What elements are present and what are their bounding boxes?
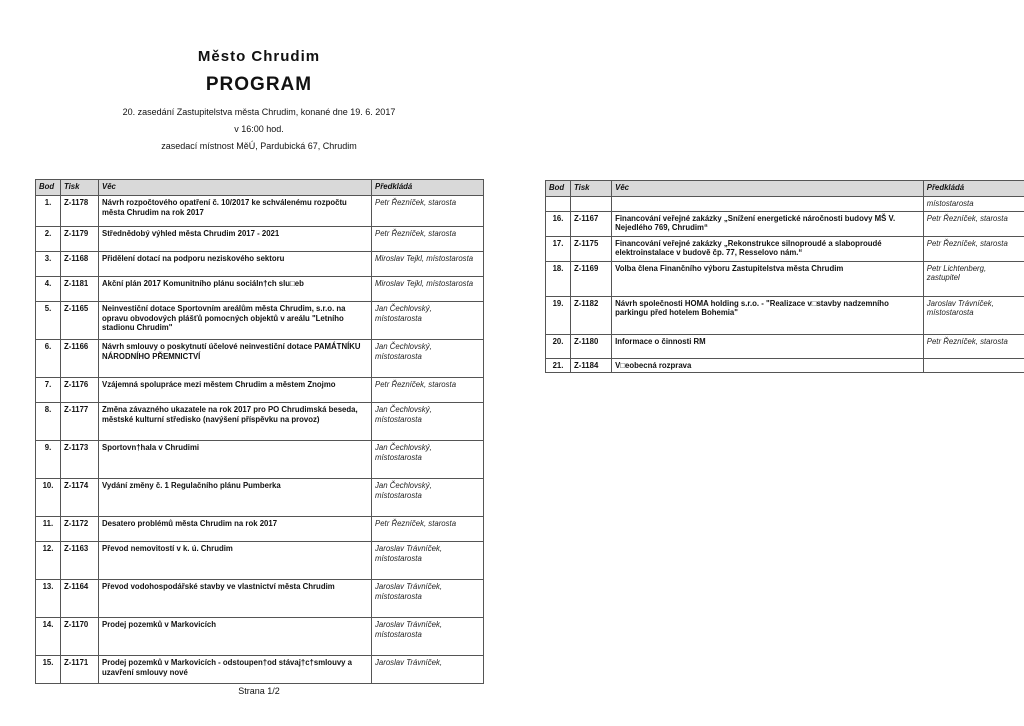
row-predklada: Miroslav Tejkl, místostarosta <box>372 252 484 277</box>
table-row <box>36 378 484 403</box>
table-row <box>546 236 1024 261</box>
col-predklada: Předkládá <box>923 181 1024 197</box>
agenda-table-right <box>545 180 1024 373</box>
row-vec: Neinvestiční dotace Sportovním areálům města Chrudim, s.r.o. na opravu obvodových plášťů pomocných objektů v areálu "Letního stadionu Chrudim" <box>99 302 372 340</box>
table-row <box>36 252 484 277</box>
program-heading: PROGRAM <box>205 74 313 95</box>
time-line: v 16:00 hod. <box>234 124 284 134</box>
row-bod: 20. <box>546 334 571 358</box>
row-tisk: Z-1180 <box>571 334 612 358</box>
row-bod: 6. <box>36 340 61 378</box>
row-predklada: Petr Řezníček, starosta <box>372 196 484 227</box>
row-predklada: Jaroslav Trávníček, místostarosta <box>372 618 484 656</box>
row-tisk: Z-1166 <box>61 340 99 378</box>
col-tisk: Tisk <box>61 180 99 196</box>
row-bod: 17. <box>546 236 571 261</box>
row-bod: 8. <box>36 403 61 441</box>
row-bod: 15. <box>36 656 61 684</box>
table-row <box>546 296 1024 334</box>
row-vec: Vydání změny č. 1 Regulačního plánu Pumberka <box>99 479 372 517</box>
row-predklada: Jan Čechlovský, místostarosta <box>372 302 484 340</box>
col-bod: Bod <box>36 180 61 196</box>
row-vec: Přidělení dotací na podporu neziskového sektoru <box>99 252 372 277</box>
row-predklada: Petr Řezníček, starosta <box>923 236 1024 261</box>
row-tisk: Z-1172 <box>61 517 99 542</box>
col-bod: Bod <box>546 181 571 197</box>
row-vec: Návrh společnosti HOMA holding s.r.o. - "Realizace v□stavby nadzemního parkingu před hotelem Bohemia" <box>612 296 924 334</box>
col-vec: Věc <box>612 181 924 197</box>
row-bod: 3. <box>36 252 61 277</box>
row-predklada: Jan Čechlovský, místostarosta <box>372 403 484 441</box>
table-row <box>36 277 484 302</box>
row-bod: 1. <box>36 196 61 227</box>
row-predklada: Petr Lichtenberg, zastupitel <box>923 261 1024 296</box>
row-tisk: Z-1181 <box>61 277 99 302</box>
row-vec: Akční plán 2017 Komunitního plánu sociáln†ch slu□eb <box>99 277 372 302</box>
row-vec: Prodej pozemků v Markovicích <box>99 618 372 656</box>
row-vec: Návrh smlouvy o poskytnutí účelové neinvestiční dotace PAMÁTNÍKU NÁRODNÍHO PŘEMNICTVÍ <box>99 340 372 378</box>
row-predklada: Jaroslav Trávníček, <box>372 656 484 684</box>
table-row <box>36 517 484 542</box>
row-vec: Desatero problémů města Chrudim na rok 2017 <box>99 517 372 542</box>
place-line: zasedací místnost MěÚ, Pardubická 67, Chrudim <box>161 141 357 151</box>
table-row <box>36 196 484 227</box>
row-tisk: Z-1177 <box>61 403 99 441</box>
row-predklada: Jan Čechlovský, místostarosta <box>372 340 484 378</box>
page-number: Strana 1/2 <box>238 686 280 696</box>
row-bod: 14. <box>36 618 61 656</box>
row-tisk: Z-1164 <box>61 580 99 618</box>
row-vec: V□eobecná rozprava <box>612 358 924 373</box>
row-predklada: Petr Řezníček, starosta <box>923 211 1024 236</box>
row-vec <box>612 197 924 212</box>
col-tisk: Tisk <box>571 181 612 197</box>
row-vec: Změna závazného ukazatele na rok 2017 pro PO Chrudimská beseda, městské kulturní středisko (navýšení příspěvku na provoz) <box>99 403 372 441</box>
col-vec: Věc <box>99 180 372 196</box>
table-row <box>36 441 484 479</box>
meeting-line: 20. zasedání Zastupitelstva města Chrudim, konané dne 19. 6. 2017 <box>122 107 396 117</box>
row-vec: Návrh rozpočtového opatření č. 10/2017 ke schválenému rozpočtu města Chrudim na rok 2017 <box>99 196 372 227</box>
table-row <box>36 340 484 378</box>
row-tisk: Z-1178 <box>61 196 99 227</box>
row-predklada: Jaroslav Trávníček, místostarosta <box>372 542 484 580</box>
row-vec: Vzájemná spolupráce mezi městem Chrudim a městem Znojmo <box>99 378 372 403</box>
row-tisk: Z-1173 <box>61 441 99 479</box>
row-vec: Střednědobý výhled města Chrudim 2017 - 2021 <box>99 227 372 252</box>
row-vec: Sportovn†hala v Chrudimi <box>99 441 372 479</box>
row-vec: Převod vodohospodářské stavby ve vlastnictví města Chrudim <box>99 580 372 618</box>
row-predklada: Petr Řezníček, starosta <box>372 227 484 252</box>
row-bod: 10. <box>36 479 61 517</box>
row-bod: 5. <box>36 302 61 340</box>
row-vec: Prodej pozemků v Markovicích - odstoupen†od stávaj†c†smlouvy a uzavření smlouvy nové <box>99 656 372 684</box>
row-bod: 13. <box>36 580 61 618</box>
table-row <box>546 334 1024 358</box>
row-tisk: Z-1169 <box>571 261 612 296</box>
row-predklada: Jaroslav Trávníček, místostarosta <box>372 580 484 618</box>
row-vec: Převod nemovitostí v k. ú. Chrudim <box>99 542 372 580</box>
page-title: Město Chrudim <box>197 48 321 65</box>
col-predklada: Předkládá <box>372 180 484 196</box>
row-predklada: Petr Řezníček, starosta <box>372 378 484 403</box>
row-predklada <box>923 358 1024 373</box>
row-predklada: Jan Čechlovský, místostarosta <box>372 479 484 517</box>
table-row <box>36 227 484 252</box>
row-bod: 11. <box>36 517 61 542</box>
row-tisk: Z-1182 <box>571 296 612 334</box>
row-bod: 9. <box>36 441 61 479</box>
row-bod: 4. <box>36 277 61 302</box>
table-row <box>36 656 484 684</box>
table-row <box>546 197 1024 212</box>
row-predklada: Jan Čechlovský, místostarosta <box>372 441 484 479</box>
row-bod: 19. <box>546 296 571 334</box>
row-vec: Financování veřejné zakázky „Rekonstrukce silnoproudé a slaboproudé elektroinstalace v budově čp. 77, Resselovo nám.“ <box>612 236 924 261</box>
table-row <box>36 618 484 656</box>
row-tisk: Z-1175 <box>571 236 612 261</box>
table-row <box>546 211 1024 236</box>
row-tisk: Z-1176 <box>61 378 99 403</box>
row-bod <box>546 197 571 212</box>
row-bod: 18. <box>546 261 571 296</box>
table-header-row <box>546 181 1024 197</box>
table-row <box>36 580 484 618</box>
row-vec: Informace o činnosti RM <box>612 334 924 358</box>
row-vec: Volba člena Finančního výboru Zastupitelstva města Chrudim <box>612 261 924 296</box>
row-predklada: Petr Řezníček, starosta <box>923 334 1024 358</box>
row-predklada: Petr Řezníček, starosta <box>372 517 484 542</box>
row-tisk: Z-1165 <box>61 302 99 340</box>
row-vec: Financování veřejné zakázky „Snížení energetické náročnosti budovy MŠ V. Nejedlého 769, Chrudim“ <box>612 211 924 236</box>
row-bod: 7. <box>36 378 61 403</box>
row-tisk: Z-1174 <box>61 479 99 517</box>
row-tisk: Z-1171 <box>61 656 99 684</box>
table-row <box>36 302 484 340</box>
agenda-table-left <box>35 179 484 684</box>
row-tisk: Z-1167 <box>571 211 612 236</box>
row-tisk: Z-1179 <box>61 227 99 252</box>
row-predklada: Jaroslav Trávníček, místostarosta <box>923 296 1024 334</box>
row-bod: 2. <box>36 227 61 252</box>
row-bod: 21. <box>546 358 571 373</box>
table-row <box>36 479 484 517</box>
table-row <box>546 261 1024 296</box>
row-bod: 12. <box>36 542 61 580</box>
table-row <box>36 403 484 441</box>
table-header-row <box>36 180 484 196</box>
table-row <box>36 542 484 580</box>
table-row <box>546 358 1024 373</box>
row-tisk: Z-1168 <box>61 252 99 277</box>
row-bod: 16. <box>546 211 571 236</box>
row-predklada: Miroslav Tejkl, místostarosta <box>372 277 484 302</box>
row-tisk: Z-1184 <box>571 358 612 373</box>
row-tisk: Z-1170 <box>61 618 99 656</box>
row-tisk <box>571 197 612 212</box>
row-tisk: Z-1163 <box>61 542 99 580</box>
row-predklada: místostarosta <box>923 197 1024 212</box>
